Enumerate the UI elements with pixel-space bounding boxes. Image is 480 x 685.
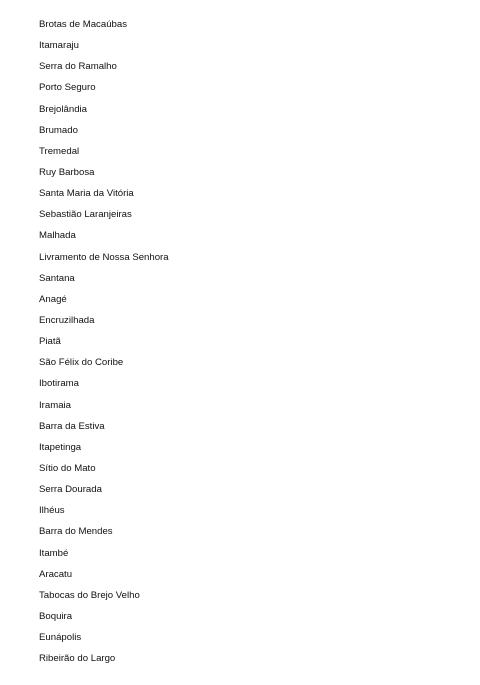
list-item: Serra do Ramalho [39,61,117,73]
list-item: Ibotirama [39,378,79,390]
list-item: Iramaia [39,399,71,411]
list-item: Santana [39,272,75,284]
list-item: Itambé [39,547,69,559]
list-item: Sebastião Laranjeiras [39,209,132,221]
list-item: Brotas de Macaúbas [39,19,127,30]
list-item: Livramento de Nossa Senhora [39,251,169,263]
list-item: Eunápolis [39,632,82,644]
list-item: Anagé [39,293,67,305]
list-item: Santa Maria da Vitória [39,188,134,200]
list-item: Barra do Mendes [39,526,113,538]
list-item: Barra da Estiva [39,420,105,432]
list-item: Sítio do Mato [39,462,96,474]
list-item: Aracatu [39,568,73,580]
city-list [39,17,169,672]
list-item: Brumado [39,124,78,136]
list-item: Itamaraju [39,40,79,52]
list-item: Tabocas do Brejo Velho [39,589,140,601]
list-item: Ruy Barbosa [39,166,95,178]
list-item: Ilhéus [39,505,65,517]
list-item: Encruzilhada [39,314,95,326]
list-item: Tremedal [39,145,80,157]
list-item: Brejolândia [39,103,88,115]
list-item: São Félix do Coribe [39,357,124,369]
list-item: Porto Seguro [39,82,96,94]
list-item: Boquira [39,610,73,622]
list-item: Serra Dourada [39,484,102,496]
list-item: Ribeirão do Largo [39,653,116,665]
list-item: Piatã [39,336,61,348]
list-item: Malhada [39,230,76,242]
list-item: Itapetinga [39,441,82,453]
